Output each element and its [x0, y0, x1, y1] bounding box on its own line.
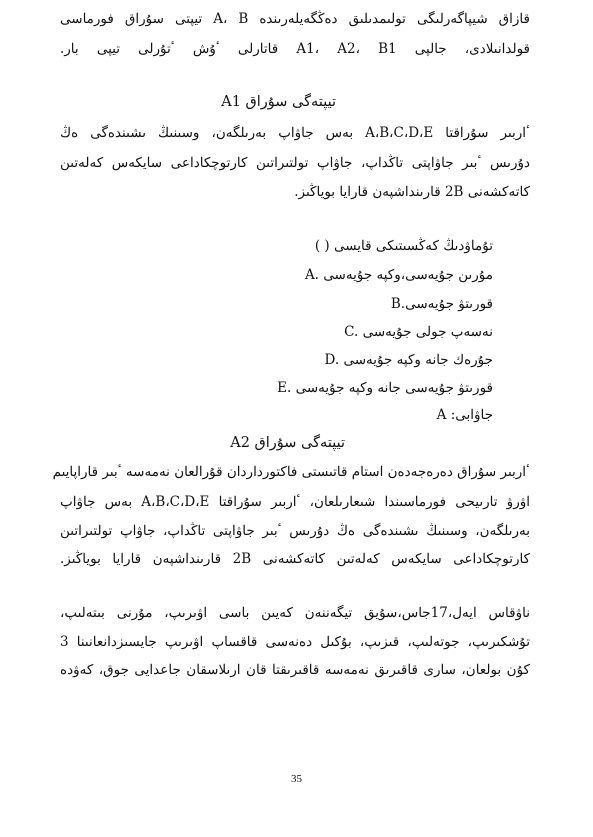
intro-line-1: قازاق شيپاگەرلىگى تولىمدىلىق دەڭگەيلەرىندە A، B تيپتى سۇراق فورماسى — [60, 11, 530, 27]
a1-answer: جاۋابى: A — [436, 407, 493, 423]
case-line-1: ناۋقاس ايەل،17جاس،سۇيق تيگەننەن كەيىن باسى اۋىرىپ، مۇرنى بىتەلىپ، — [60, 605, 530, 621]
a1-question: تۇماۋدىڭ كەڭسىتىكى قايسى ( ) — [314, 238, 493, 254]
a1-option-b: B.قورىتۋ جۇيەسى — [390, 296, 493, 312]
page-number: 35 — [291, 773, 302, 785]
a1-heading: A1 تيپتەگى سۇراق — [221, 94, 336, 110]
a1-option-a: A. مۇرىن جۇيەسى،وكپە جۇيەسى — [304, 267, 493, 283]
a1-option-c: C. نەسەپ جولى جۇيەسى — [344, 324, 493, 340]
a1-option-d: D. جۇرەك جانە وكپە جۇيەسى — [324, 352, 493, 368]
a1-paragraph-line-1: ٴاربىر سۇراقتا A،B،C،D،E بەس جاۋاپ بەرىلگەن، وسىنىڭ ىشىندەگى ەڭ — [60, 125, 530, 141]
case-line-3: كۇن بولعان، سارى قاقىرىق نەمەسە قاقىرىقتا قان ارىلاسقان جاعدايى جوق، كەۋدە — [60, 662, 530, 678]
a2-heading: A2 تيپتەگى سۇراق — [230, 435, 345, 451]
a2-paragraph-line-1: ٴاربىر سۇراق دەرەجەدەن استام قاتىستى فاكتورداردان قۇرالعان نەمەسە ٴبىر قاراپايىم — [52, 464, 530, 480]
a2-paragraph-line-2: اۋرۋ تارىيحى فورماسىندا شىعارىلعان، ٴاربىر سۇراقتا A،B،C،D،E بەس جاۋاپ — [60, 494, 530, 510]
a1-paragraph-line-2: دۇرىس ٴبىر جاۋاپتى تاڭداپ، جاۋاپ تولتىراتىن كارتوچكاداعى سايكەس كەلەتىن — [60, 155, 530, 171]
a2-paragraph-line-3: بەرىلگەن، وسىنىڭ ىشىندەگى ەڭ دۇرىس ٴبىر جاۋاپتى تاڭداپ، جاۋاپ تولتىراتىن — [60, 523, 530, 539]
a1-option-e: E. قورىتۋ جۇيەسى جانە وكپە جۇيەسى — [277, 380, 493, 396]
a2-paragraph-line-4: كارتوچكاداعى سايكەس كەلەتىن كاتەكشەنى 2B قارىنداشپەن قارايا بوياڭىز. — [60, 551, 531, 567]
a1-paragraph-line-3: كاتەكشەنى 2B قارىنداشپەن قارايا بوياڭىز. — [294, 184, 530, 200]
intro-line-2: قولدانىلادى، جالپى A1، A2، B1 قاتارلى ٴۇش ٴتۇرلى تيپى بار. — [60, 41, 531, 57]
case-line-2: تۇشكىرىپ، جوتەلىپ، قىزىپ، بۇكىل دەنەسى قاقساپ اۋىرىپ جايسىزدانعانىنا 3 — [60, 634, 530, 650]
